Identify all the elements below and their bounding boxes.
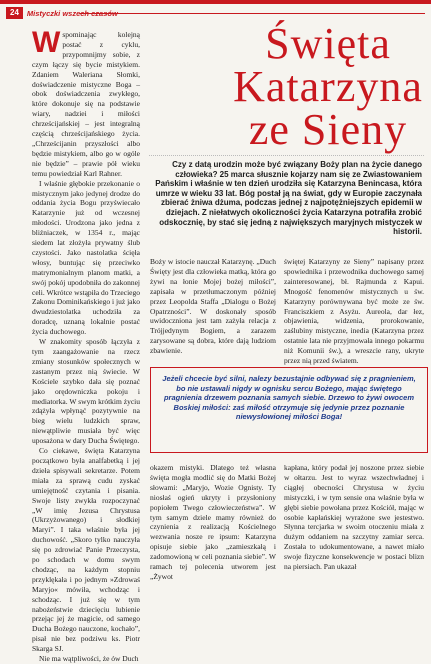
pull-quote-text: Jeżeli chcecie być silni, nalezy bezustajnie odbywać się z pragnieniem, bo nie ustawali nigdy w ognisku sercu Bożego, mając świętego pragnienia drzewem poznania samych siebie. Drzewo to żywi owocem Boskiej miłości: zaś miłość otrzymuje się jedynie przez poznanie niewysłowionej miłości Boga! <box>162 374 416 421</box>
article-title <box>232 19 424 154</box>
column-2-text: Boży w istocie nauczał Katarzynę. „Duch Święty jest dla człowieka matką, która go żywi na łonie Mojej bożej miłości”, zapisała w przetłumaczonym później przez Leopolda Staffa „Dialogu o Bożej Opatrzności”. W doskonały sposób uwidoczniona jest tam zażyła relacja z Trójjedynym Bogiem, a zarazem zarysowane są dobra, które dają ludziom zbawienie. <box>150 257 276 356</box>
title-line-3: ze Sieny <box>248 105 408 154</box>
top-accent-bar <box>0 0 431 4</box>
lead-paragraph <box>150 160 422 237</box>
lead-text: Czy z datą urodzin może być związany Boży plan na życie danego człowieka? 25 marca słusznie kojarzy nam się ze Zwiastowaniem Pańskim i właśnie w ten dzień urodziła się Katarzyna Benincasa, która umrze w wieku 33 lat. Bóg postał ją na świat, gdy w Europie zaczynała zbierać żniwa dżuma, podczas jednej z najpotężniejszych epidemii w dziejach. Z niełatwych okoliczności życia Katarzyna potrafiła zrobić odskocznię, by stać się jedną z największych maryjnych mistyczek w historii. <box>155 160 422 237</box>
column-4 <box>150 463 276 594</box>
paragraph-1: Wspominając kolejną postać z cyklu, przypomnijmy sobie, z czym łączy się bycie mistykiem. Zdaniem Waleriana Słomki, doświadczenie mistyczne Boga – obok doświadczenia zwykłego, które dokonuje się na podstawie wiary, nadziei i miłości chrześcijańskiej – jest integralną częścią chrześcijańskiego życia. „Chrześcijanin przyszłości albo będzie mistykiem, albo go w ogóle nie będzie” – prawie pół wieku temu powiedział Karl Rahner. <box>32 26 140 178</box>
paragraph-2: I właśnie głębokie przekonanie o mistycznym jako jedynej drodze do oddania życia Bogu przyświecało Katarzynie już od wczesnej młodości. Urodzona jako jedna z bliźniaczek, w 1354 r., mając siedem lat złożyła prywatny ślub czystości. Jako nastolatka ścięła włosy, buntując się przeciwko matrymonialnym planom matki, a swój pokój upodobniła do zakonnej celi. Wkrótce wstąpiła do Trzeciego Zakonu Dominikańskiego i już jako dwudziestolatka uchodziła za doradcę, uznaną lokalnie postać życia duchowego. <box>32 178 140 337</box>
paragraph-3: W znakomity sposób łączyła z tym zaangażowanie na rzecz zmiany stosunków społecznych w zastanym przez nią świecie. W Kościele szybko dała się poznać jako orędowniczka pokoju i mediatorka. W swym krótkim życiu zdążyła wpłynąć pozytywnie na bieg wielu ludzkich spraw, niewątpliwie musiała być więc uposażona w dary Ducha Świętego. <box>32 337 140 446</box>
column-3-text: świętej Katarzyny ze Sieny” napisany przez spowiednika i przewodnika duchowego samej zainteresowanej, bł. Rajmunda z Kapui. Mnogość fenomenów mistycznych u św. Katarzyny porównywana być może ze św. Franciszkiem z Asyżu. Aureola, dar łez, objawienia, widzenia, prorokowanie, zaślubiny mistyczne, inedia (Katarzyna przez ostatnie lata nie przyjmowała innego pokarmu niż Komunii św.), a wreszcie rany, ukryte przez nią przed światem. <box>284 257 424 366</box>
column-1 <box>32 26 140 664</box>
section-label: Mistyczki wszech czasów <box>26 8 118 18</box>
lead-divider <box>149 155 424 156</box>
paragraph-5: Nie ma wątpliwości, że ów Duch <box>39 654 139 664</box>
paragraph-4: Co ciekawe, święta Katarzyna początkowo była analfabetką i jej dzieła spisywali sekretarze. Potem miała za sprawą cudu zyskać umiejętność czytania i pisania. Swoje listy zwykła rozpoczynać „W imię Jezusa Chrystusa (Ukrzyżowanego) i słodkiej Maryi”. I taka właśnie była jej duchowość. „Skoro tylko nauczyła się po zdrowiać Panie Przeczysta, po schodach w domu swym chodząc, na każdym stopniu przyklękała i po jednym »Zdrowaś Maryjo« mówiła, wchodząc i schodząc. I już się w tym nabożeństwie dziecięciu lubienie przejąc jej że magicie, od samego Ducha Bożego nauczone, kochało”, pisał nie bez podziwu ks. Piotr Skarga SJ. <box>32 446 140 654</box>
drop-cap: W <box>32 26 61 59</box>
column-5 <box>284 463 424 594</box>
column-2 <box>150 257 276 356</box>
pull-quote <box>150 367 428 453</box>
page-number: 24 <box>6 7 23 19</box>
title-line-2: Katarzyna <box>233 62 423 111</box>
column-5-text: kapłana, który podał jej noszone przez siebie w ołtarzu. Jest to wyraz wszechwładnej i ciągłej obecności Chrystusa w życiu mistyczki, i w tym sensie ona właśnie była w głębi siebie powołana przez Kościół, mając w osobie kapłańskiej wyrażone swe jestestwo. Słynna tercjarka w swoim otoczeniu miała z dużym oddaniem na szczytny zamiar serca. Została to udokumentowane, a nawet miało swoje fizyczne konsekwencje w postaci blizn na piersiach. Pan ukazał <box>284 463 424 572</box>
column-4-text: okazem mistyki. Dlatego też własna święta mogła modlić się do Matki Bożej słowami: „Maryjo, Wozie Ognisty. Ty niosłaś ogień ukryty i przysłoniony popiołem Twego człowieczeństwa”. W tym samym dziele mamy również do czynienia z realizacją Kościelnego wezwania nosze re ipsum: Katarzyna opisuje siebie jako „zamieszkałą i zadomowioną w celi poznania siebie”. W ramach tej polecenia utworem jest „Żywot <box>150 463 276 581</box>
header-rule <box>80 13 425 14</box>
title-line-1: Święta <box>265 19 391 68</box>
